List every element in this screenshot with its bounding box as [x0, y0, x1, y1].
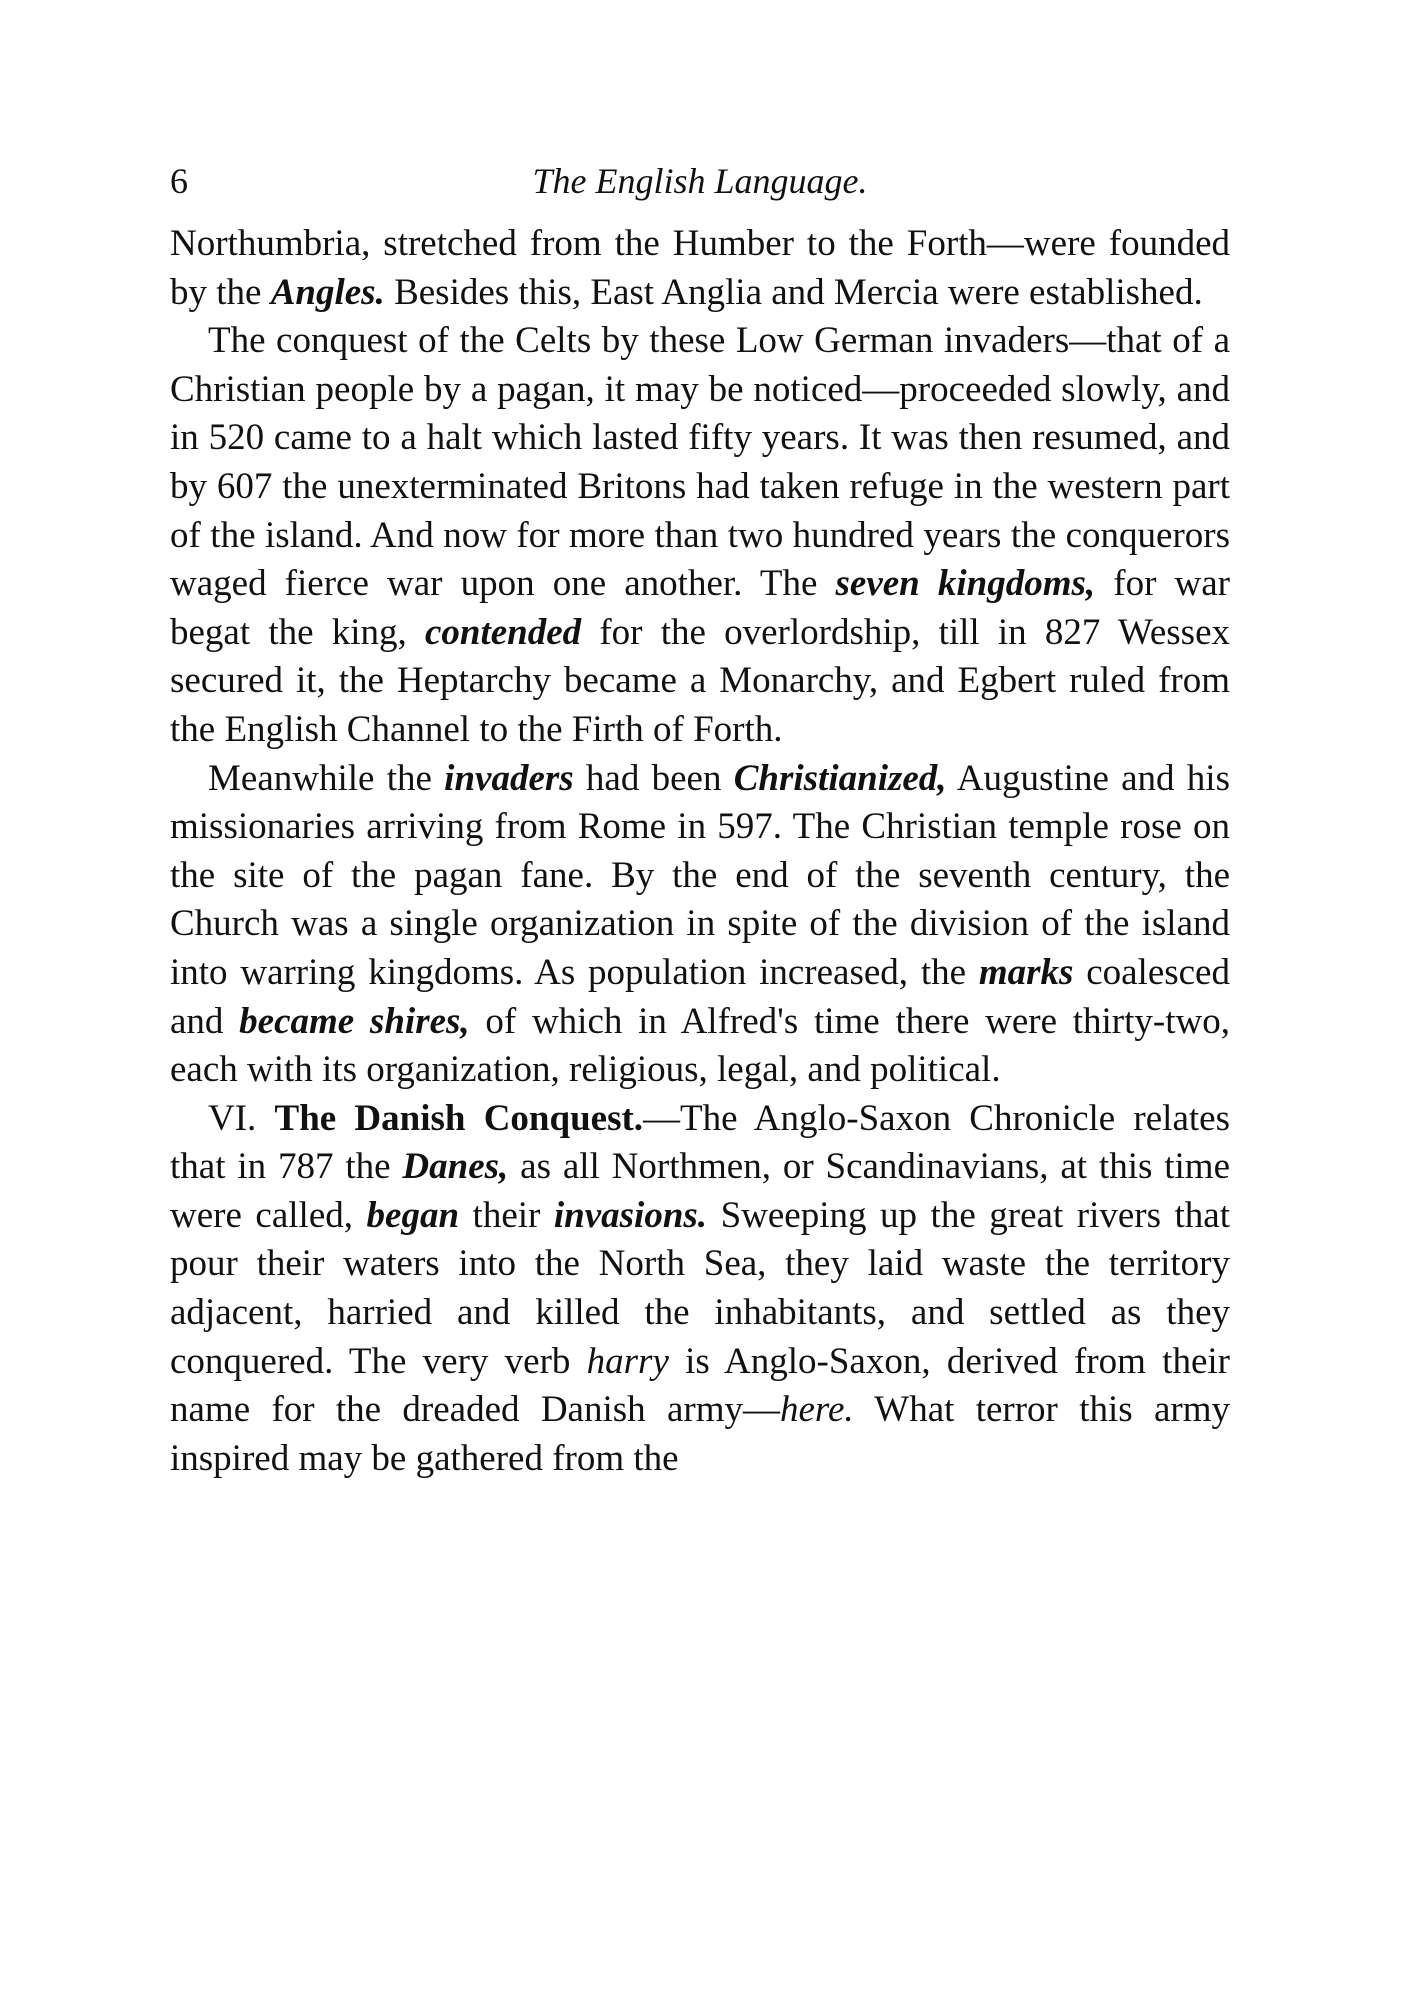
- text-segment: as all Northmen, or Scandinavians, at this time were called,: [170, 1146, 1230, 1236]
- page-header: [170, 160, 1230, 220]
- text-segment: for war begat the king,: [170, 563, 1231, 653]
- italic-here: here.: [780, 1389, 854, 1431]
- emphasis-invaders: invaders: [444, 757, 574, 799]
- text-segment: Augustine and his missionaries arriving from Rome in 597. The Christian temple rose on the site of the pagan fane. By the end of the seventh century, the Church was a single organization in spite of the division of the island into warring kingdoms. As population increased, the: [170, 757, 1230, 993]
- italic-harry: harry: [586, 1340, 669, 1382]
- running-title: The English Language.: [532, 161, 868, 201]
- text-segment: Meanwhile the: [208, 757, 445, 799]
- text-segment: —The Anglo-Saxon Chronicle relates that in 787 the: [170, 1097, 1230, 1188]
- text-segment: for the overlordship, till in 827 Wessex secured it, the Heptarchy became a Monarchy, and Egbert ruled from the English Channel to the Firth of Forth.: [170, 611, 1230, 750]
- text-segment: Besides this, East Anglia and Mercia were established.: [384, 271, 1203, 313]
- text-segment: Northumbria, stretched from the Humber to the Forth—were founded by the: [170, 223, 1230, 313]
- text-segment: of which in Alfred's time there were thirty-two, each with its organization, religious, legal, and political.: [170, 1000, 1230, 1091]
- paragraph-3: [170, 755, 1230, 1095]
- text-segment: their: [459, 1194, 554, 1236]
- section-number: VI.: [208, 1097, 275, 1139]
- emphasis-marks: marks: [978, 951, 1074, 993]
- paragraph-2: [170, 317, 1230, 754]
- emphasis-contended: contended: [424, 611, 582, 653]
- emphasis-christianized: Christianized,: [733, 757, 947, 799]
- text-segment: coalesced and: [170, 951, 1230, 1042]
- emphasis-danes: Danes,: [402, 1146, 509, 1188]
- text-segment: is Anglo-Saxon, derived from their name for the dreaded Danish army—: [170, 1340, 1230, 1431]
- body-text: [170, 220, 1230, 1483]
- page-number: 6: [170, 161, 188, 201]
- text-segment: had been: [573, 757, 734, 799]
- emphasis-invasions: invasions.: [553, 1194, 708, 1236]
- section-heading: The Danish Conquest.: [274, 1097, 644, 1139]
- paragraph-4: [170, 1095, 1230, 1484]
- text-segment: Sweeping up the great rivers that pour their waters into the North Sea, they laid waste the territory adjacent, harried and killed the inhabitants, and settled as they conquered. The very verb: [170, 1194, 1230, 1382]
- text-segment: The conquest of the Celts by these Low German invaders—that of a Christian people by a pagan, it may be noticed—proceeded slowly, and in 520 came to a halt which lasted fifty years. It was then resumed, and by 607 the unexterminated Britons had taken refuge in the western part of the island. And now for more than two hundred years the conquerors waged fierce war upon one another. The: [170, 320, 1230, 605]
- book-page: [170, 160, 1230, 1483]
- emphasis-seven-kingdoms: seven kingdoms,: [835, 563, 1096, 605]
- text-segment: What terror this army inspired may be gathered from the: [170, 1389, 1230, 1479]
- paragraph-1: [170, 220, 1230, 317]
- emphasis-began: began: [366, 1194, 460, 1236]
- emphasis-became-shires: became shires,: [239, 1000, 470, 1042]
- emphasis-angles: Angles.: [270, 271, 385, 313]
